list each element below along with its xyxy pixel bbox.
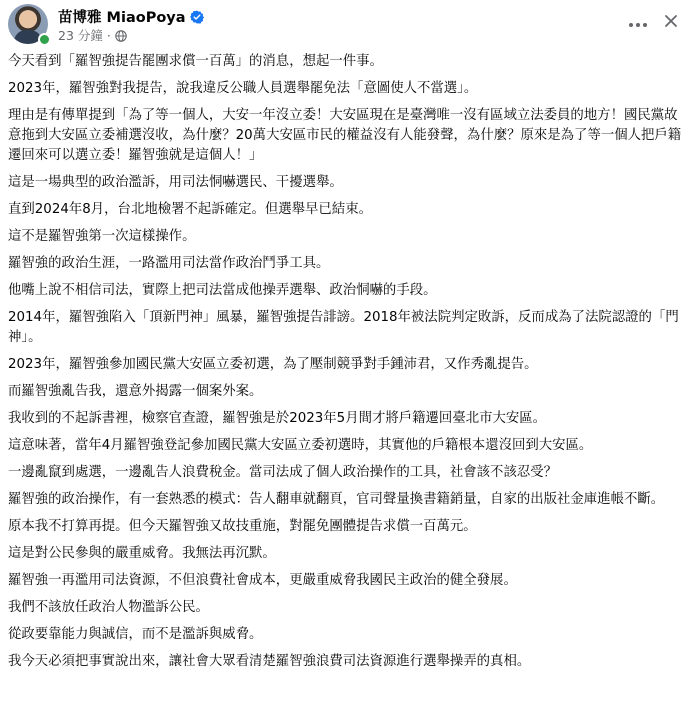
verified-badge-icon [190, 10, 204, 28]
globe-icon [115, 30, 127, 45]
post-paragraph: 理由是有傳單提到「為了等一個人，大安一年沒立委！大安區現在是臺灣唯一沒有區域立法委員的地方！國民黨故意拖到大安區立委補選沒收，為什麼？20萬大安區市民的權益沒有人能發聲，為什麼？原來是為了等一個人把戶籍遷回來可以選立委！羅智強就是這個人！」 [8, 108, 682, 163]
post-paragraph: 我今天必須把事實說出來，讓社會大眾看清楚羅智強浪費司法資源進行選舉操弄的真相。 [8, 654, 531, 669]
post-paragraph: 他嘴上說不相信司法，實際上把司法當成他操弄選舉、政治恫嚇的手段。 [8, 283, 437, 298]
more-dots-icon [628, 13, 648, 32]
post-time[interactable]: 23 分鐘 [58, 28, 103, 43]
post-paragraph: 2023年，羅智強參加國民黨大安區立委初選，為了壓制競爭對手鍾沛君，又作秀亂提告。 [8, 357, 538, 372]
post-paragraph: 這是一場典型的政治濫訴，用司法恫嚇選民、干擾選舉。 [8, 175, 343, 190]
post-meta [58, 26, 127, 45]
post-paragraph: 2014年，羅智強陷入「頂新門神」風暴，羅智強提告誹謗。2018年被法院判定敗訴，反而成為了法院認證的「門神」。 [8, 310, 679, 345]
online-status-dot [38, 33, 51, 46]
post-paragraph: 從政要靠能力與誠信，而不是濫訴與威脅。 [8, 627, 263, 642]
close-button[interactable] [657, 10, 685, 34]
post-paragraph: 這意味著，當年4月羅智強登記參加國民黨大安區立委初選時，其實他的戶籍根本還沒回到大安區。 [8, 438, 593, 453]
post-paragraph: 而羅智強亂告我，還意外揭露一個案外案。 [8, 384, 263, 399]
post-paragraph: 原本我不打算再提。但今天羅智強又故技重施，對罷免團體提告求償一百萬元。 [8, 519, 477, 534]
more-options-button[interactable] [624, 10, 652, 34]
post-paragraph: 我收到的不起訴書裡，檢察官查證，羅智強是於2023年5月間才將戶籍遷回臺北市大安區。 [8, 411, 547, 426]
post-body [8, 52, 684, 679]
post-paragraph: 直到2024年8月，台北地檢署不起訴確定。但選舉早已結束。 [8, 202, 372, 217]
post-paragraph: 一邊亂竄到處選，一邊亂告人浪費稅金。當司法成了個人政治操作的工具，社會該不該忍受？ [8, 465, 558, 480]
meta-separator: · [106, 28, 111, 43]
close-icon [664, 13, 678, 32]
post-header [0, 0, 692, 44]
post-paragraph: 羅智強的政治生涯，一路濫用司法當作政治鬥爭工具。 [8, 256, 330, 271]
author-name[interactable]: 苗博雅 MiaoPoya [58, 10, 186, 26]
author-name-row [58, 6, 204, 28]
post-paragraph: 2023年，羅智強對我提告，說我違反公職人員選舉罷免法「意圖使人不當選」。 [8, 81, 478, 96]
post-paragraph: 羅智強一再濫用司法資源，不但浪費社會成本，更嚴重威脅我國民主政治的健全發展。 [8, 573, 517, 588]
post-paragraph: 羅智強的政治操作，有一套熟悉的模式：告人翻車就翻頁，官司聲量換書籍銷量，自家的出版社金庫進帳不斷。 [8, 492, 665, 507]
post-paragraph: 這是對公民參與的嚴重威脅。我無法再沉默。 [8, 546, 276, 561]
post-paragraph: 這不是羅智強第一次這樣操作。 [8, 229, 196, 244]
post-paragraph: 今天看到「羅智強提告罷團求償一百萬」的消息，想起一件事。 [8, 54, 383, 69]
post-paragraph: 我們不該放任政治人物濫訴公民。 [8, 600, 209, 615]
